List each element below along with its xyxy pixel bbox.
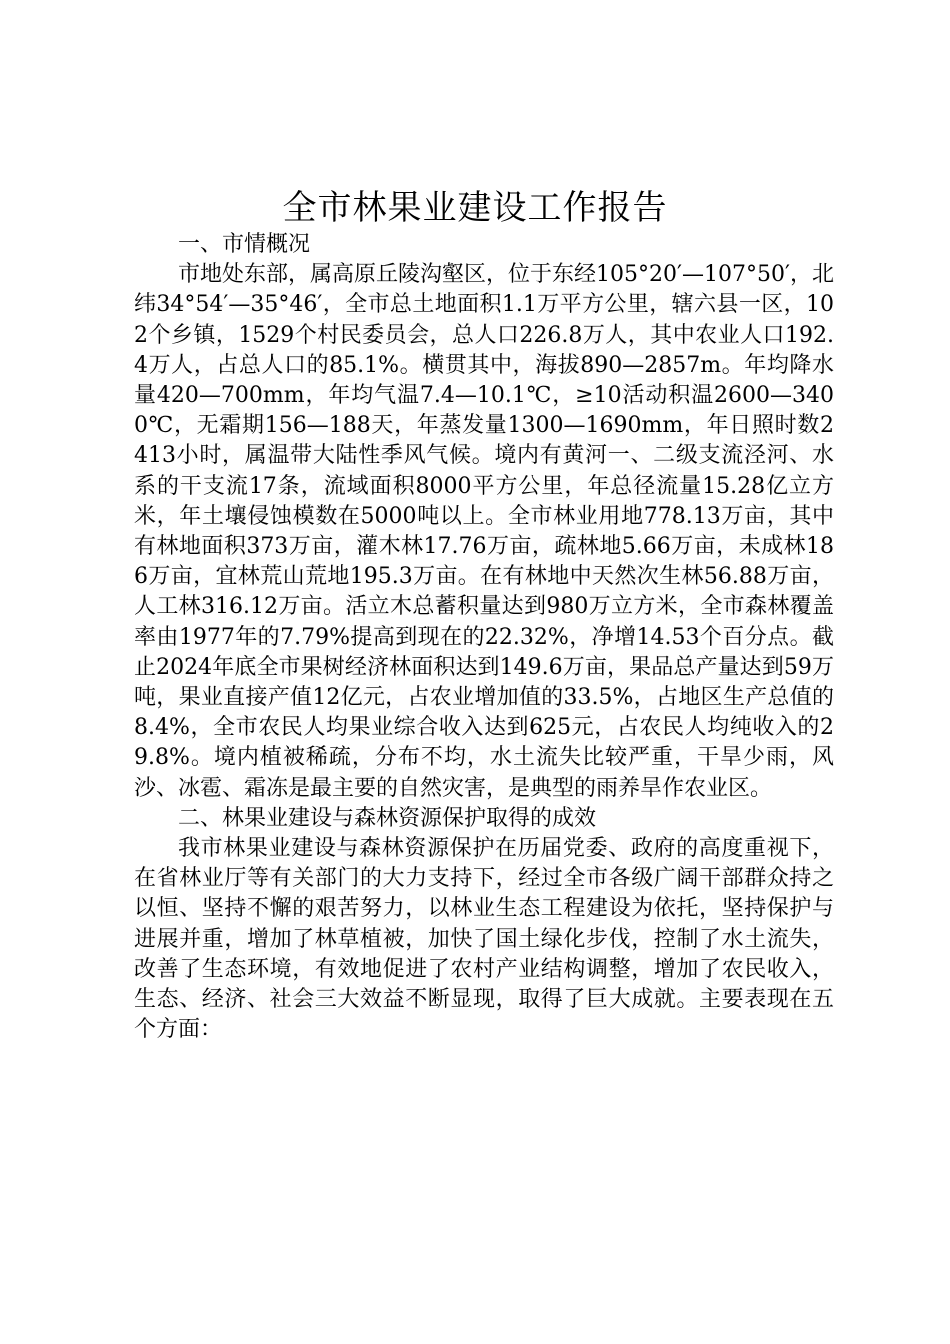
- document-body: [134, 230, 834, 1045]
- section-1-paragraph: 市地处东部，属高原丘陵沟壑区，位于东经105°20′—107°50′，北纬34°54′—35°46′，全市总土地面积1.1万平方公里，辖六县一区，102个乡镇，1529个村民委员会，总人口226.8万人，其中农业人口192.4万人，占总人口的85.1%。横贯其中，海拔890—2857m。年均降水量420—700mm，年均气温7.4—10.1℃，≥10活动积温2600—3400℃，无霜期156—188天，年蒸发量1300—1690mm，年日照时数2413小时，属温带大陆性季风气候。境内有黄河一、二级支流泾河、水系的干支流17条，流域面积8000平方公里，年总径流量15.28亿立方米，年土壤侵蚀模数在5000吨以上。全市林业用地778.13万亩，其中有林地面积373万亩，灌木林17.76万亩，疏林地5.66万亩，未成林186万亩，宜林荒山荒地195.3万亩。在有林地中天然次生林56.88万亩，人工林316.12万亩。活立木总蓄积量达到980万立方米，全市森林覆盖率由1977年的7.79%提高到现在的22.32%，净增14.53个百分点。截止2024年底全市果树经济林面积达到149.6万亩，果品总产量达到59万吨，果业直接产值12亿元，占农业增加值的33.5%，占地区生产总值的8.4%，全市农民人均果业综合收入达到625元，占农民人均纯收入的29.8%。境内植被稀疏，分布不均，水土流失比较严重，干旱少雨，风沙、冰雹、霜冻是最主要的自然灾害，是典型的雨养旱作农业区。: [134, 262, 834, 801]
- document-title: 全市林果业建设工作报告: [282, 188, 668, 228]
- section-heading-2: 二、林果业建设与森林资源保护取得的成效: [178, 805, 597, 831]
- section-heading-1: 一、市情概况: [178, 232, 311, 257]
- section-2-paragraph: 我市林果业建设与森林资源保护在历届党委、政府的高度重视下，在省林业厅等有关部门的大力支持下，经过全市各级广阔干部群众持之以恒、坚持不懈的艰苦努力，以林业生态工程建设为依托，坚持保护与进展并重，增加了林草植被，加快了国土绿化步伐，控制了水土流失，改善了生态环境，有效地促进了农村产业结构调整，增加了农民收入，生态、经济、社会三大效益不断显现，取得了巨大成就。主要表现在五个方面：: [134, 836, 834, 1043]
